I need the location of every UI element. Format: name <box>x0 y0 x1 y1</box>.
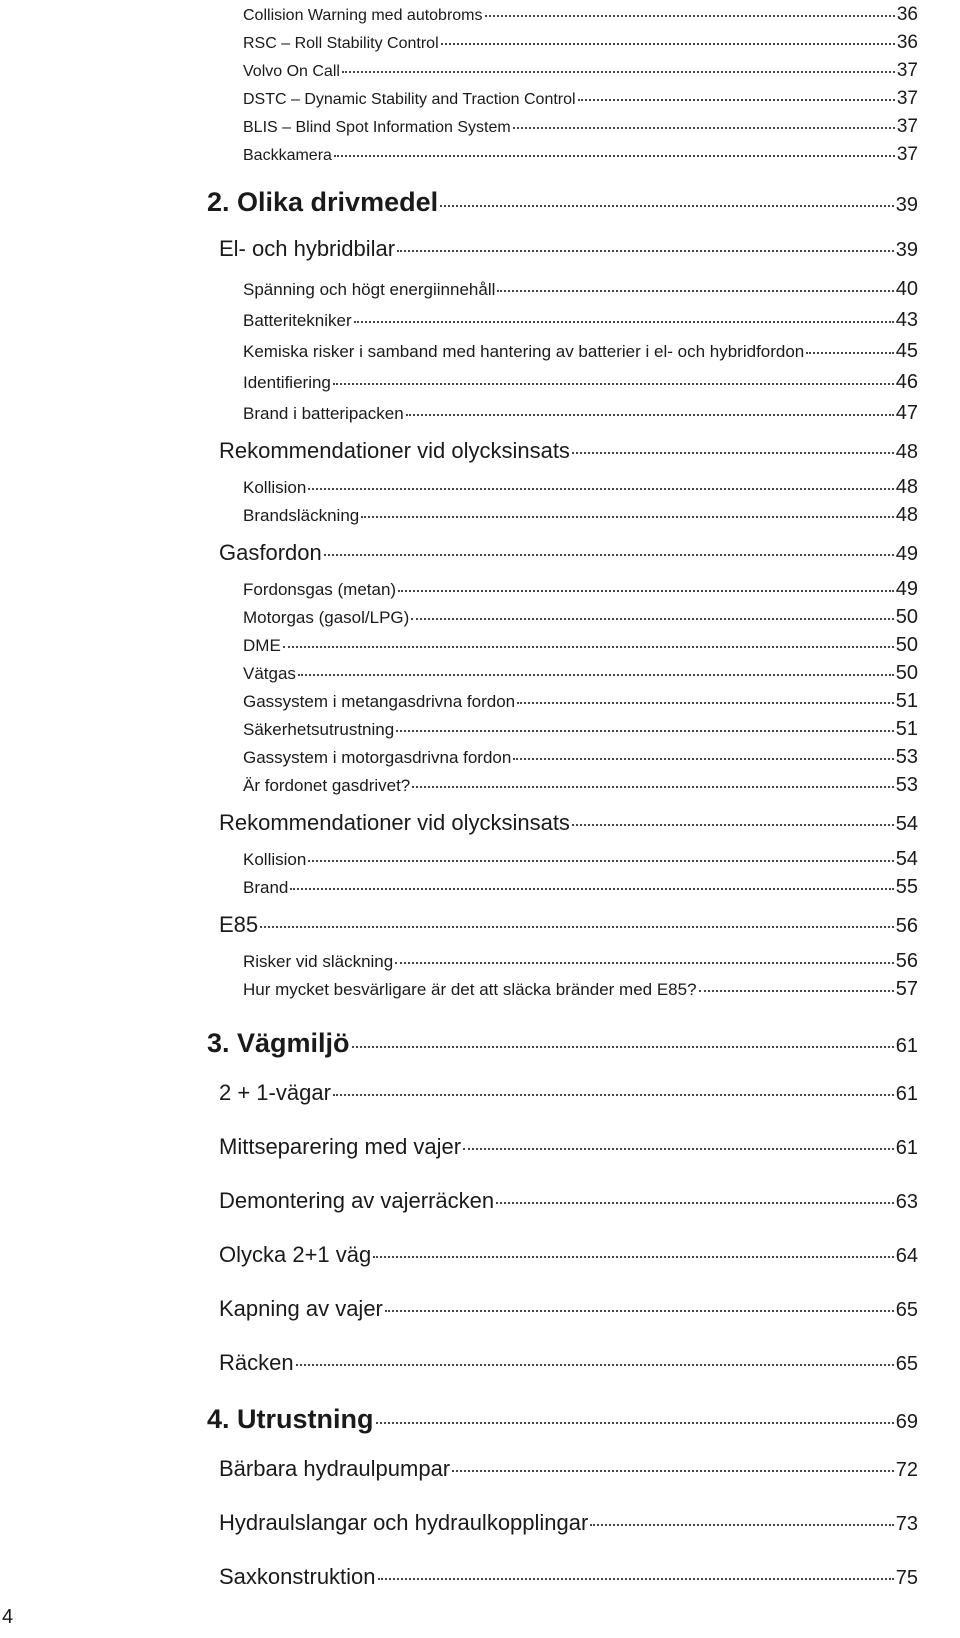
toc-entry-page: 37 <box>896 88 918 109</box>
toc-entry <box>207 187 918 218</box>
toc-entry-page: 56 <box>895 950 918 972</box>
toc-dot-leader <box>411 618 893 620</box>
toc-entry-label: Brand <box>243 878 289 897</box>
toc-entry-label: Kapning av vajer <box>219 1296 383 1321</box>
toc-entry-label: Bärbara hydraulpumpar <box>219 1456 451 1481</box>
toc-entry-page: 75 <box>895 1567 918 1589</box>
toc-entry <box>219 1510 918 1536</box>
toc-entry <box>243 746 918 769</box>
toc-dot-leader <box>440 205 894 207</box>
toc-entry-label: Gassystem i motorgasdrivna fordon <box>243 748 512 767</box>
toc-entry-label: DME <box>243 636 281 655</box>
toc-entry-label: Kollision <box>243 850 307 869</box>
toc-entry <box>243 402 918 425</box>
toc-entry-page: 54 <box>895 848 918 870</box>
toc-entry <box>243 278 918 301</box>
toc-entry <box>243 978 918 1001</box>
toc-entry <box>219 1296 918 1322</box>
toc-entry-label: RSC – Roll Stability Control <box>243 35 439 52</box>
toc-dot-leader <box>283 646 894 648</box>
toc-entry-label: El- och hybridbilar <box>219 236 396 261</box>
toc-entry-page: 48 <box>895 504 918 526</box>
toc-dot-leader <box>324 554 894 556</box>
toc-entry-label: Gassystem i metangasdrivna fordon <box>243 692 516 711</box>
toc-dot-leader <box>590 1524 893 1526</box>
toc-entry-label: Hur mycket besvärligare är det att släcka bränder med E85? <box>243 980 697 999</box>
toc-entry-label: Fordonsgas (metan) <box>243 580 397 599</box>
toc-entry <box>243 662 918 685</box>
toc-entry <box>243 32 918 54</box>
toc-entry-label: 2 + 1-vägar <box>219 1080 331 1105</box>
toc-entry-label: Hydraulslangar och hydraulkopplingar <box>219 1510 589 1535</box>
toc-dot-leader <box>352 1046 894 1048</box>
toc-entry-page: 40 <box>895 278 918 300</box>
toc-entry-page: 53 <box>895 774 918 796</box>
toc-entry-label: Brandsläckning <box>243 506 360 525</box>
toc-entry <box>243 88 918 110</box>
toc-dot-leader <box>412 786 893 788</box>
toc-dot-leader <box>298 674 894 676</box>
toc-dot-leader <box>378 1578 894 1580</box>
toc-dot-leader <box>396 730 894 732</box>
toc-dot-leader <box>572 824 894 826</box>
toc-entry <box>243 774 918 797</box>
toc-entry-page: 55 <box>895 876 918 898</box>
toc-entry-page: 37 <box>896 144 918 165</box>
toc-dot-leader <box>497 290 893 292</box>
toc-entry-page: 61 <box>895 1035 918 1057</box>
toc-entry-page: 48 <box>895 441 918 463</box>
toc-entry <box>219 1188 918 1214</box>
toc-entry <box>243 116 918 138</box>
toc-entry-label: Brand i batteripacken <box>243 404 404 423</box>
toc-entry <box>219 438 918 464</box>
toc-entry <box>243 476 918 499</box>
toc-entry-label: Batteritekniker <box>243 311 352 330</box>
toc-dot-leader <box>517 702 894 704</box>
toc-entry-page: 48 <box>895 476 918 498</box>
toc-entry-label: Olycka 2+1 väg <box>219 1242 372 1267</box>
toc-dot-leader <box>290 888 893 890</box>
toc-entry <box>243 144 918 166</box>
toc-dot-leader <box>496 1202 894 1204</box>
toc-entry <box>243 60 918 82</box>
toc-entry <box>219 1456 918 1482</box>
toc-entry-page: 64 <box>895 1245 918 1267</box>
toc-entry-page: 53 <box>895 746 918 768</box>
toc-entry-label: Risker vid släckning <box>243 952 394 971</box>
toc-entry-label: Rekommendationer vid olycksinsats <box>219 438 570 463</box>
toc-dot-leader <box>334 155 895 157</box>
toc-entry-label: Backkamera <box>243 147 332 164</box>
toc-dot-leader <box>572 452 894 454</box>
toc-entry-label: Demontering av vajerräcken <box>219 1188 495 1213</box>
toc-entry-page: 43 <box>895 309 918 331</box>
toc-entry-label: Säkerhetsutrustning <box>243 720 395 739</box>
toc-entry-page: 63 <box>895 1191 918 1213</box>
toc-entry-page: 61 <box>895 1137 918 1159</box>
toc-entry <box>243 340 918 363</box>
toc-dot-leader <box>513 127 895 129</box>
toc-entry <box>243 718 918 741</box>
toc-entry-label: Motorgas (gasol/LPG) <box>243 608 410 627</box>
toc-entry <box>219 1564 918 1590</box>
toc-dot-leader <box>373 1256 894 1258</box>
toc-entry-label: Vätgas <box>243 664 296 683</box>
toc-entry <box>243 876 918 899</box>
toc-entry-page: 50 <box>895 606 918 628</box>
toc-entry <box>243 606 918 629</box>
toc-entry-label: Rekommendationer vid olycksinsats <box>219 810 570 835</box>
toc-entry <box>207 1404 918 1435</box>
toc-entry-page: 51 <box>895 690 918 712</box>
toc-entry <box>219 540 918 566</box>
toc-entry <box>243 848 918 871</box>
toc-dot-leader <box>806 352 893 354</box>
toc-dot-leader <box>361 516 894 518</box>
toc-entry-page: 47 <box>895 402 918 424</box>
toc-entry <box>243 309 918 332</box>
toc-entry-label: Gasfordon <box>219 540 322 565</box>
toc-entry <box>219 1242 918 1268</box>
toc-entry <box>243 634 918 657</box>
toc-entry-page: 69 <box>895 1411 918 1433</box>
toc-entry <box>243 4 918 26</box>
toc-dot-leader <box>441 43 895 45</box>
toc-entry-page: 50 <box>895 662 918 684</box>
toc-entry-label: Mittseparering med vajer <box>219 1134 462 1159</box>
toc-entry-label: Kemiska risker i samband med hantering av batterier i el- och hybridfordon <box>243 342 805 361</box>
toc-entry <box>219 912 918 938</box>
toc-entry-label: BLIS – Blind Spot Information System <box>243 119 511 136</box>
toc-entry-label: 3. Vägmiljö <box>207 1028 350 1058</box>
toc-dot-leader <box>395 962 894 964</box>
toc-entry-label: Volvo On Call <box>243 63 340 80</box>
toc-entry-label: E85 <box>219 912 259 937</box>
toc-entry-page: 57 <box>895 978 918 1000</box>
toc-entry-page: 46 <box>895 371 918 393</box>
toc-entry-page: 54 <box>895 813 918 835</box>
toc-dot-leader <box>485 15 895 17</box>
toc-dot-leader <box>354 321 894 323</box>
toc-entry <box>243 371 918 394</box>
toc-entry <box>219 236 918 262</box>
toc-entry-page: 39 <box>895 239 918 261</box>
toc-dot-leader <box>333 1094 894 1096</box>
toc-dot-leader <box>463 1148 894 1150</box>
toc-entry <box>219 810 918 836</box>
toc-entry-label: Spänning och högt energiinnehåll <box>243 280 496 299</box>
toc-dot-leader <box>342 71 895 73</box>
toc-entry-page: 51 <box>895 718 918 740</box>
toc-entry-page: 39 <box>895 194 918 216</box>
toc-entry-page: 37 <box>896 116 918 137</box>
toc-dot-leader <box>406 414 894 416</box>
toc-dot-leader <box>513 758 893 760</box>
toc-entry-page: 36 <box>896 32 918 53</box>
toc-entry-label: Är fordonet gasdrivet? <box>243 776 411 795</box>
toc-entry-label: Identifiering <box>243 373 331 392</box>
toc-entry-page: 65 <box>895 1299 918 1321</box>
toc-entry <box>219 1350 918 1376</box>
toc-dot-leader <box>308 488 893 490</box>
toc-entry-label: Collision Warning med autobroms <box>243 7 483 24</box>
toc-entry <box>243 950 918 973</box>
toc-entry <box>243 690 918 713</box>
toc-entry-page: 37 <box>896 60 918 81</box>
toc-entry <box>243 504 918 527</box>
toc-entry-page: 73 <box>895 1513 918 1535</box>
toc-entry-page: 65 <box>895 1353 918 1375</box>
toc-dot-leader <box>296 1364 894 1366</box>
toc-dot-leader <box>260 926 894 928</box>
toc-dot-leader <box>397 250 894 252</box>
toc-entry <box>219 1134 918 1160</box>
toc-entry-label: 4. Utrustning <box>207 1404 374 1434</box>
toc-entry <box>243 578 918 601</box>
toc-entry <box>219 1080 918 1106</box>
toc-entry-label: Räcken <box>219 1350 294 1375</box>
toc-dot-leader <box>333 383 894 385</box>
toc-dot-leader <box>398 590 894 592</box>
toc-dot-leader <box>578 99 895 101</box>
toc-entry <box>207 1028 918 1059</box>
toc-entry-page: 45 <box>895 340 918 362</box>
toc-entry-label: 2. Olika drivmedel <box>207 187 439 217</box>
toc-dot-leader <box>385 1310 894 1312</box>
toc-dot-leader <box>308 860 893 862</box>
toc-entry-label: Saxkonstruktion <box>219 1564 376 1589</box>
toc-dot-leader <box>452 1470 894 1472</box>
toc-dot-leader <box>376 1422 894 1424</box>
toc-entry-page: 61 <box>895 1083 918 1105</box>
toc-entry-page: 72 <box>895 1459 918 1481</box>
toc-entry-label: DSTC – Dynamic Stability and Traction Control <box>243 91 576 108</box>
toc-entry-page: 49 <box>895 543 918 565</box>
toc-entry-page: 56 <box>895 915 918 937</box>
toc-entry-page: 49 <box>895 578 918 600</box>
page-number: 4 <box>2 1606 14 1628</box>
toc-entry-label: Kollision <box>243 478 307 497</box>
toc-entry-page: 36 <box>896 4 918 25</box>
toc-dot-leader <box>699 990 894 992</box>
toc-entry-page: 50 <box>895 634 918 656</box>
